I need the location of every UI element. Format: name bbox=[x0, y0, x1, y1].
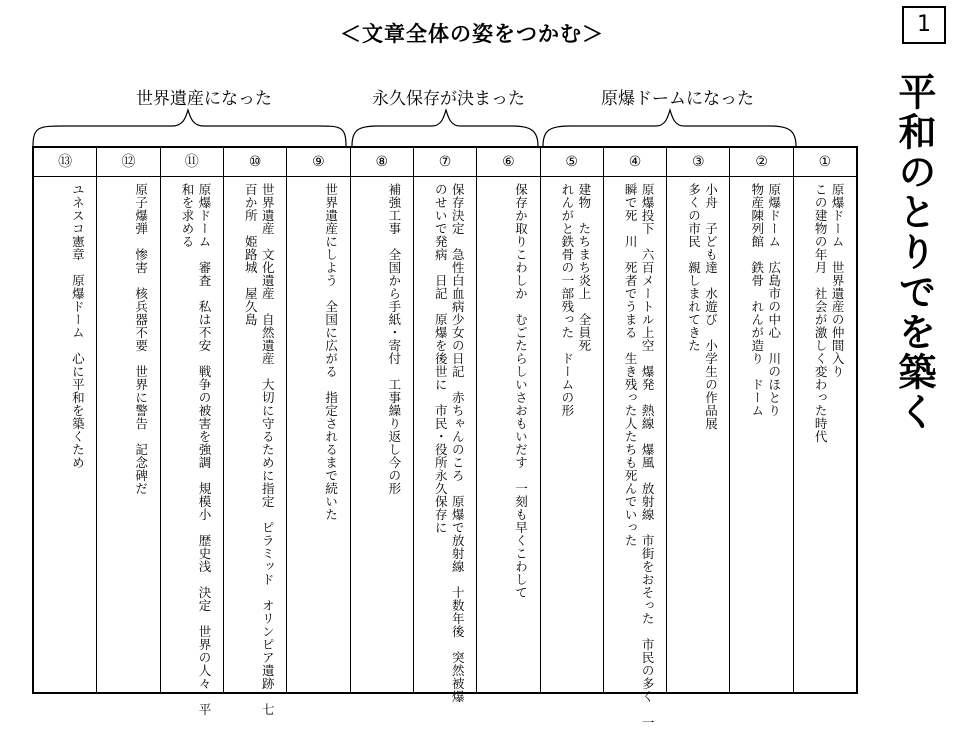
group-label-world-heritage: 世界遺産になった bbox=[136, 89, 272, 109]
column-summary: 保存か取りこわしか むごたらしいさおもいだす 一刻も早くこわして bbox=[513, 183, 529, 599]
outline-table bbox=[32, 146, 858, 729]
column-number: ⑨ bbox=[287, 148, 349, 177]
outline-column-9 bbox=[287, 148, 350, 692]
column-summary: 小舟 子ども達 水遊び 小学生の作品展 多くの市民 親しまれてきた bbox=[686, 183, 719, 430]
column-number: ⑬ bbox=[34, 148, 96, 177]
column-number: ⑧ bbox=[351, 148, 413, 177]
lesson-title: 平和のとりでを築く bbox=[892, 72, 936, 432]
outline-column-2 bbox=[730, 148, 793, 692]
page-title: ＜文章全体の姿をつかむ＞ bbox=[340, 22, 604, 46]
outline-column-8 bbox=[351, 148, 414, 692]
column-number: ⑩ bbox=[224, 148, 286, 177]
outline-column-6 bbox=[477, 148, 540, 692]
column-summary: 原爆ドーム 審査 私は不安 戦争の被害を強調 規模小 歴史浅 決定 世界の人々 平 和を求める bbox=[179, 183, 212, 716]
page-number-box: 1 bbox=[902, 6, 946, 44]
brace-world-heritage bbox=[33, 110, 346, 146]
column-number: ① bbox=[794, 148, 856, 177]
column-number: ⑤ bbox=[541, 148, 603, 177]
outline-column-13 bbox=[34, 148, 97, 692]
outline-column-4 bbox=[604, 148, 667, 729]
outline-column-3 bbox=[667, 148, 730, 692]
outline-column-5 bbox=[541, 148, 604, 692]
column-summary: 補強工事 全国から手紙・寄付 工事繰り返し今の形 bbox=[386, 183, 402, 495]
outline-column-12 bbox=[97, 148, 160, 692]
column-summary: 原爆投下 六百メートル上空 爆発 熱線 爆風 放射線 市街をおそった 市民の多く 一 瞬で死 川 死者でうまる 生き残った人たちも死んでいった bbox=[623, 183, 656, 729]
column-summary: 建物 たちまち炎上 全員死 れんがと鉄骨の一部残った ドームの形 bbox=[559, 183, 592, 417]
column-summary: ユネスコ憲章 原爆ドーム 心に平和を築くため bbox=[70, 183, 86, 469]
column-number: ② bbox=[730, 148, 792, 177]
column-summary: 原子爆弾 惨害 核兵器不要 世界に警告 記念碑だ bbox=[133, 183, 149, 495]
outline-column-11 bbox=[161, 148, 224, 716]
brace-became-atomic-dome bbox=[543, 110, 796, 146]
column-summary: 世界遺産 文化遺産 自然遺産 大切に守るために指定 ピラミッド オリンピア遺跡 七 百か所 姫路城 屋久島 bbox=[243, 183, 276, 716]
column-summary: 保存決定 急性白血病少女の日記 赤ちゃんのころ 原爆で放射線 十数年後 突然被爆 のせいで発病 日記 原爆を後世に 市民・役所永久保存に bbox=[433, 183, 466, 703]
column-number: ③ bbox=[667, 148, 729, 177]
group-label-permanent-preservation: 永久保存が決まった bbox=[372, 89, 525, 109]
column-number: ⑫ bbox=[97, 148, 159, 177]
column-number: ④ bbox=[604, 148, 666, 177]
brace-permanent-preservation bbox=[352, 110, 538, 146]
group-label-became-atomic-dome: 原爆ドームになった bbox=[601, 89, 754, 109]
outline-column-1 bbox=[794, 148, 856, 692]
group-braces bbox=[0, 100, 880, 150]
column-summary: 原爆ドーム 広島市の中心 川のほとり 物産陳列館 鉄骨 れんが造り ドーム bbox=[749, 183, 782, 417]
column-number: ⑪ bbox=[161, 148, 223, 177]
outline-column-7 bbox=[414, 148, 477, 703]
column-summary: 原爆ドーム 世界遺産の仲間入り この建物の年月 社会が激しく変わった時代 bbox=[813, 183, 846, 443]
column-summary: 世界遺産にしよう 全国に広がる 指定されるまで続いた bbox=[323, 183, 339, 521]
outline-column-10 bbox=[224, 148, 287, 716]
column-number: ⑥ bbox=[477, 148, 539, 177]
column-number: ⑦ bbox=[414, 148, 476, 177]
